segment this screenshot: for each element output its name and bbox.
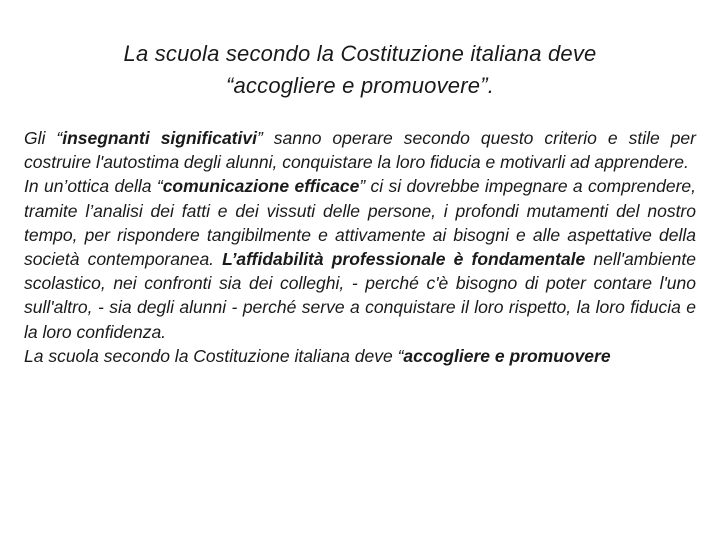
slide-title xyxy=(40,38,680,102)
paragraph-3 xyxy=(24,344,696,368)
p2-text-e: nell'ambiente scolastico, nei confronti sia dei colleghi, - perché c'è bisogno di poter contare l'uno sull'altro, - sia degli alunni - perché serve a conquistare il loro rispetto, la loro fiducia e la loro confidenza. xyxy=(24,249,696,342)
p1-text-a: Gli “ xyxy=(24,128,63,148)
p2-text-a: In un’ottica della “ xyxy=(24,176,163,197)
p1-text-c: ” sanno operare secondo questo criterio e stile per costruire l'autostima degli alunni, conquistare la loro fiducia e motivarli ad apprendere. xyxy=(24,128,696,173)
p2-bold-phrase-2: L’affidabilità professionale è fondamentale xyxy=(222,249,586,270)
slide-body xyxy=(24,126,696,368)
p2-bold-phrase-1: comunicazione efficace xyxy=(162,176,360,197)
paragraph-2 xyxy=(24,174,696,343)
paragraph-1 xyxy=(24,126,696,174)
title-line-2: “accogliere e promuovere”. xyxy=(225,73,495,98)
title-line-1: La scuola secondo la Costituzione italiana deve xyxy=(123,41,597,66)
p3-text-a: La scuola secondo la Costituzione italiana deve “ xyxy=(24,345,404,366)
p2-text-c: ” ci si dovrebbe impegnare a comprendere, tramite l’analisi dei fatti e dei vissuti delle persone, i profondi mutamenti del nostro tempo, per rispondere tangibilmente e attivamente ai bisogni e alle aspettative della società contemporanea. xyxy=(24,176,697,270)
p3-bold-phrase: accogliere e promuovere xyxy=(403,345,611,366)
p1-bold-phrase: insegnanti significativi xyxy=(62,128,257,148)
